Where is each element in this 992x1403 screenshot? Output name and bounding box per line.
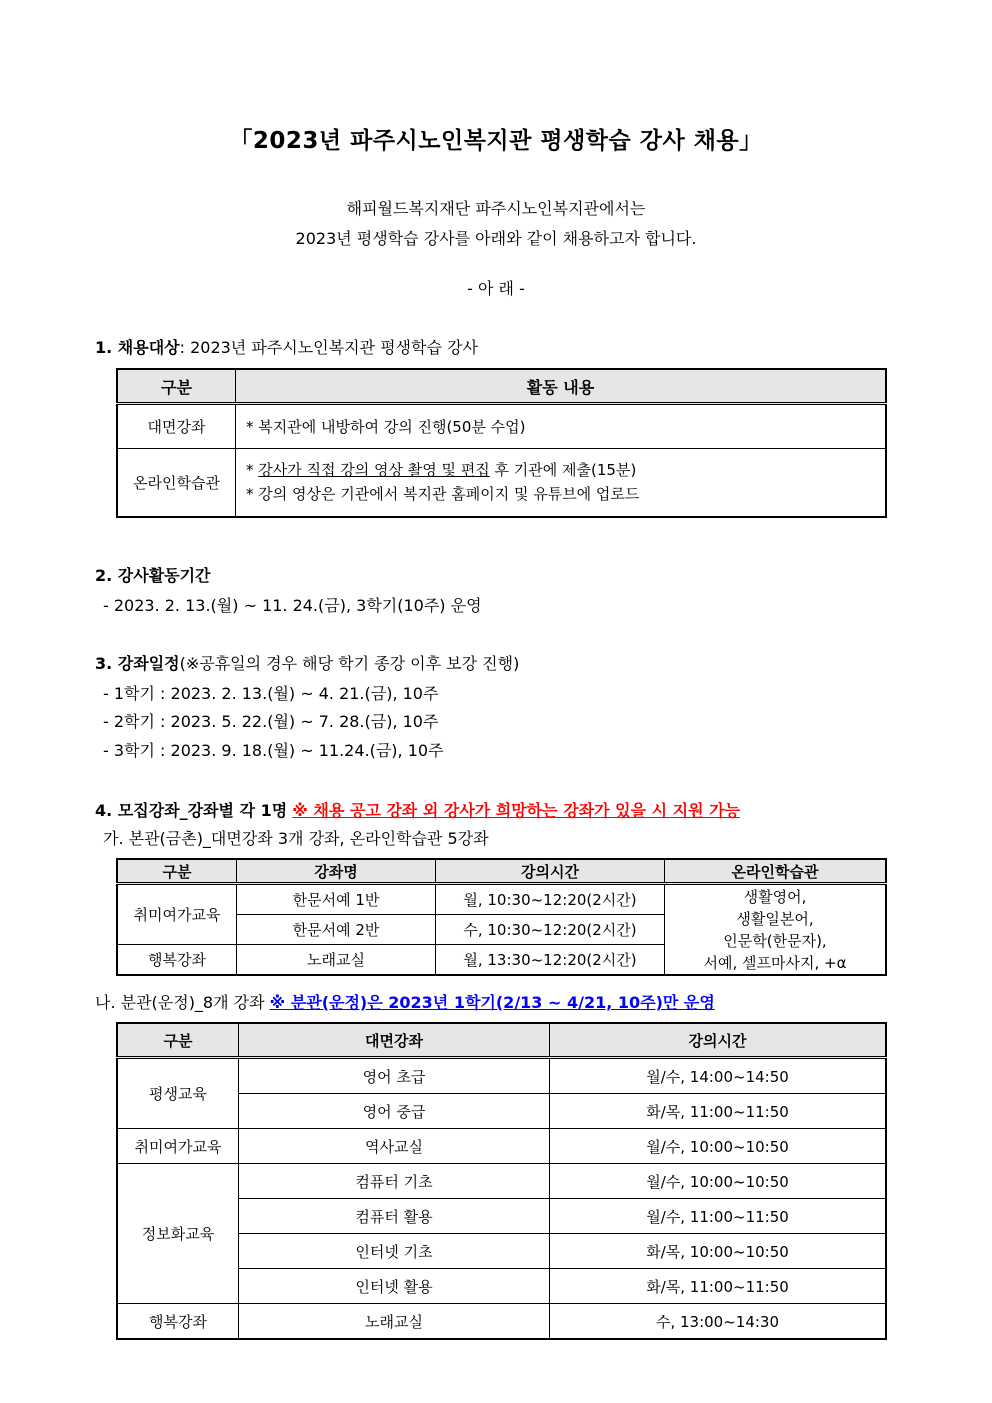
table-header: 대면강좌 bbox=[239, 1023, 550, 1058]
intro-line-2: 2023년 평생학습 강사를 아래와 같이 채용하고자 합니다. bbox=[295, 229, 697, 248]
intro-line-1: 해피월드복지재단 파주시노인복지관에서는 bbox=[346, 199, 646, 218]
list-item: - 1학기 : 2023. 2. 13.(월) ~ 4. 21.(금), 10주 bbox=[103, 684, 439, 703]
section-1-heading: 1. 채용대상 bbox=[95, 338, 180, 357]
online-course: 생활일본어, bbox=[736, 909, 814, 928]
cell-text: * bbox=[246, 461, 259, 480]
table-cell: 노래교실 bbox=[239, 1304, 550, 1340]
cell-line: * 강의 영상은 기관에서 복지관 홈페이지 및 유튜브에 업로드 bbox=[246, 485, 640, 504]
section-3-title: 3. 강좌일정 bbox=[95, 654, 180, 673]
table-header: 구분 bbox=[117, 859, 237, 884]
table-cell: 화/목, 11:00~11:50 bbox=[550, 1269, 887, 1304]
table-cell: 컴퓨터 기초 bbox=[239, 1164, 550, 1199]
table-cell: 인터넷 기초 bbox=[239, 1234, 550, 1269]
section-3-note: (※공휴일의 경우 해당 학기 종강 이후 보강 진행) bbox=[179, 654, 520, 673]
section-1 bbox=[95, 335, 478, 358]
online-course: 서예, 셀프마사지, +α bbox=[703, 953, 847, 972]
table-cell: 컴퓨터 활용 bbox=[239, 1199, 550, 1234]
intro-below: - 아 래 - bbox=[467, 279, 525, 298]
section-1-text: : 2023년 파주시노인복지관 평생학습 강사 bbox=[179, 338, 478, 357]
table-cell: 월/수, 10:00~10:50 bbox=[550, 1129, 887, 1164]
cell-line bbox=[246, 458, 885, 482]
table-cell: 화/목, 11:00~11:50 bbox=[550, 1094, 887, 1129]
table-cell: 정보화교육 bbox=[117, 1164, 239, 1304]
annex-branch-table bbox=[116, 1022, 887, 1340]
table-header: 구분 bbox=[117, 1023, 239, 1058]
list-item: - 2학기 : 2023. 5. 22.(월) ~ 7. 28.(금), 10주 bbox=[103, 712, 439, 731]
table-cell: 월, 13:30~12:20(2시간) bbox=[436, 945, 665, 976]
table-cell: 월, 10:30~12:20(2시간) bbox=[436, 884, 665, 915]
table-cell: 평생교육 bbox=[117, 1058, 239, 1129]
table-cell: 취미여가교육 bbox=[117, 1129, 239, 1164]
table-header: 활동 내용 bbox=[236, 369, 887, 404]
table-cell: 월/수, 14:00~14:50 bbox=[550, 1058, 887, 1094]
table-cell: 월/수, 11:00~11:50 bbox=[550, 1199, 887, 1234]
section-3 bbox=[95, 651, 519, 674]
table-cell: 영어 중급 bbox=[239, 1094, 550, 1129]
table-cell: 노래교실 bbox=[237, 945, 436, 976]
online-course: 인문학(한문자), bbox=[723, 931, 827, 950]
table-header: 구분 bbox=[117, 369, 236, 404]
table-header: 강좌명 bbox=[237, 859, 436, 884]
table-header: 강의시간 bbox=[550, 1023, 887, 1058]
recruit-target-table bbox=[116, 368, 887, 518]
subsection-a-label: 가. 본관(금촌)_대면강좌 3개 강좌, 온라인학습관 5강좌 bbox=[103, 829, 489, 848]
table-cell: 한문서예 2반 bbox=[237, 915, 436, 945]
section-4-title: 4. 모집강좌_강좌별 각 1명 bbox=[95, 801, 288, 820]
section-2-heading bbox=[95, 563, 211, 586]
list-item: - 2023. 2. 13.(월) ~ 11. 24.(금), 3학기(10주) 운영 bbox=[103, 596, 482, 615]
cell-text-underlined: 강사가 직접 강의 영상 촬영 및 편집 bbox=[258, 461, 490, 480]
table-cell: 수, 10:30~12:20(2시간) bbox=[436, 915, 665, 945]
document-title: 「2023년 파주시노인복지관 평생학습 강사 채용」 bbox=[229, 128, 763, 154]
section-4 bbox=[95, 798, 740, 821]
table-cell: 행복강좌 bbox=[117, 945, 237, 976]
online-courses-cell bbox=[665, 884, 887, 976]
subsection-b-notice: ※ 분관(운정)은 2023년 1학기(2/13 ~ 4/21, 10주)만 운영 bbox=[269, 993, 715, 1012]
section-4-notice: ※ 채용 공고 강좌 외 강사가 희망하는 강좌가 있을 시 지원 가능 bbox=[292, 801, 741, 820]
table-cell: 행복강좌 bbox=[117, 1304, 239, 1340]
table-header: 온라인학습관 bbox=[665, 859, 887, 884]
table-cell: 역사교실 bbox=[239, 1129, 550, 1164]
section-2-title: 2. 강사활동기간 bbox=[95, 566, 211, 585]
table-cell: 취미여가교육 bbox=[117, 884, 237, 945]
table-cell: 화/목, 10:00~10:50 bbox=[550, 1234, 887, 1269]
subsection-b-label: 나. 분관(운정)_8개 강좌 bbox=[95, 993, 265, 1012]
main-branch-table bbox=[116, 858, 887, 976]
table-cell: 영어 초급 bbox=[239, 1058, 550, 1094]
table-header: 강의시간 bbox=[436, 859, 665, 884]
table-cell bbox=[236, 449, 887, 517]
list-item: - 3학기 : 2023. 9. 18.(월) ~ 11.24.(금), 10주 bbox=[103, 741, 444, 760]
table-cell: 한문서예 1반 bbox=[237, 884, 436, 915]
table-cell: 월/수, 10:00~10:50 bbox=[550, 1164, 887, 1199]
table-cell: 대면강좌 bbox=[117, 404, 236, 449]
table-cell: 인터넷 활용 bbox=[239, 1269, 550, 1304]
online-course: 생활영어, bbox=[743, 887, 807, 906]
table-cell: 온라인학습관 bbox=[117, 449, 236, 517]
table-cell: 수, 13:00~14:30 bbox=[550, 1304, 887, 1340]
subsection-b bbox=[95, 990, 715, 1013]
cell-text: 후 기관에 제출(15분) bbox=[489, 461, 637, 480]
table-cell: * 복지관에 내방하여 강의 진행(50분 수업) bbox=[236, 404, 887, 449]
